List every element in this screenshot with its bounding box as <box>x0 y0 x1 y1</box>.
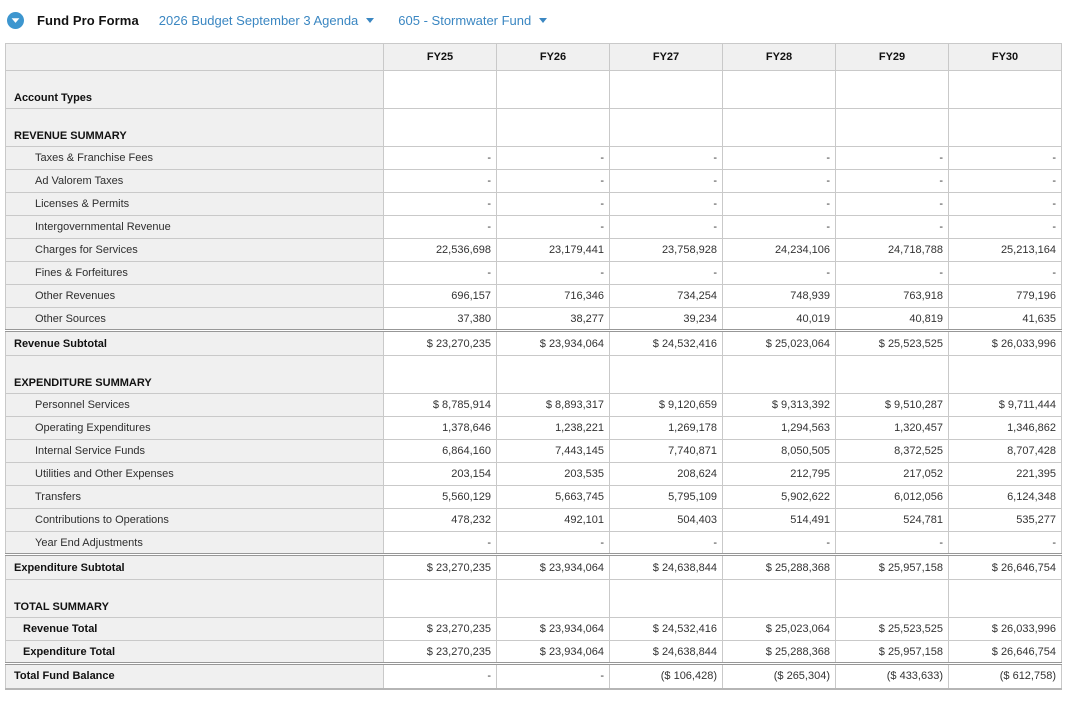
cell: 763,918 <box>836 285 949 308</box>
cell: $ 23,934,064 <box>497 641 610 664</box>
cell: - <box>836 262 949 285</box>
cell: $ 25,957,158 <box>836 555 949 580</box>
cell: - <box>723 147 836 170</box>
cell: $ 23,270,235 <box>384 555 497 580</box>
table-corner-cell <box>6 44 384 71</box>
cell: 39,234 <box>610 308 723 331</box>
cell <box>723 109 836 147</box>
budget-dropdown[interactable] <box>159 13 375 28</box>
cell: $ 23,934,064 <box>497 331 610 356</box>
cell: 208,624 <box>610 463 723 486</box>
budget-dropdown-label: 2026 Budget September 3 Agenda <box>158 12 359 28</box>
cell: $ 25,288,368 <box>723 641 836 664</box>
cell: - <box>836 170 949 193</box>
cell: $ 25,023,064 <box>723 331 836 356</box>
table-row <box>6 308 1062 331</box>
cell: 7,740,871 <box>610 440 723 463</box>
cell: - <box>384 147 497 170</box>
cell: 504,403 <box>610 509 723 532</box>
table-row <box>6 239 1062 262</box>
cell <box>384 71 497 109</box>
cell: $ 25,523,525 <box>836 331 949 356</box>
cell: ($ 612,758) <box>949 664 1062 689</box>
table-row <box>6 532 1062 555</box>
cell: - <box>497 664 610 689</box>
cell: $ 25,288,368 <box>723 555 836 580</box>
cell: $ 23,270,235 <box>384 641 497 664</box>
table-row <box>6 664 1062 689</box>
cell: 6,012,056 <box>836 486 949 509</box>
cell: 221,395 <box>949 463 1062 486</box>
cell: - <box>497 170 610 193</box>
cell: - <box>610 532 723 555</box>
cell: 1,378,646 <box>384 417 497 440</box>
column-header-fy25: FY25 <box>384 44 497 71</box>
page-title: Fund Pro Forma <box>37 12 139 28</box>
cell: - <box>384 664 497 689</box>
column-header-fy26: FY26 <box>497 44 610 71</box>
cell: - <box>610 262 723 285</box>
row-label: Contributions to Operations <box>6 509 384 532</box>
cell: 8,050,505 <box>723 440 836 463</box>
cell: $ 9,313,392 <box>723 394 836 417</box>
cell <box>384 356 497 394</box>
cell <box>384 109 497 147</box>
row-label: Utilities and Other Expenses <box>6 463 384 486</box>
cell <box>723 356 836 394</box>
pro-forma-table <box>5 43 1062 690</box>
cell: - <box>610 170 723 193</box>
cell: $ 8,893,317 <box>497 394 610 417</box>
row-label: Personnel Services <box>6 394 384 417</box>
cell: 478,232 <box>384 509 497 532</box>
cell: 748,939 <box>723 285 836 308</box>
cell: $ 24,532,416 <box>610 331 723 356</box>
cell: - <box>949 532 1062 555</box>
table-row <box>6 331 1062 356</box>
cell: - <box>610 193 723 216</box>
table-row <box>6 486 1062 509</box>
cell: $ 25,523,525 <box>836 618 949 641</box>
cell: - <box>384 193 497 216</box>
cell: - <box>949 262 1062 285</box>
table-row <box>6 555 1062 580</box>
cell <box>723 580 836 618</box>
cell: 5,902,622 <box>723 486 836 509</box>
row-label: Transfers <box>6 486 384 509</box>
cell: 212,795 <box>723 463 836 486</box>
cell <box>949 71 1062 109</box>
cell: 38,277 <box>497 308 610 331</box>
row-label: Other Revenues <box>6 285 384 308</box>
cell: - <box>497 147 610 170</box>
cell: 535,277 <box>949 509 1062 532</box>
cell: 734,254 <box>610 285 723 308</box>
row-label: Expenditure Subtotal <box>6 555 384 580</box>
cell <box>497 109 610 147</box>
caret-down-icon <box>366 18 374 23</box>
cell: 217,052 <box>836 463 949 486</box>
cell: - <box>384 532 497 555</box>
table-row <box>6 216 1062 239</box>
row-label: Account Types <box>6 71 384 109</box>
row-label: Revenue Total <box>6 618 384 641</box>
cell: 203,154 <box>384 463 497 486</box>
cell <box>949 580 1062 618</box>
row-label: Expenditure Total <box>6 641 384 664</box>
cell: - <box>949 147 1062 170</box>
cell: - <box>949 216 1062 239</box>
cell: 514,491 <box>723 509 836 532</box>
cell: - <box>723 262 836 285</box>
cell: - <box>723 193 836 216</box>
cell <box>836 71 949 109</box>
cell: 40,819 <box>836 308 949 331</box>
cell: 492,101 <box>497 509 610 532</box>
cell: 23,758,928 <box>610 239 723 262</box>
table-row <box>6 618 1062 641</box>
row-label: Ad Valorem Taxes <box>6 170 384 193</box>
table-row <box>6 356 1062 394</box>
cell: - <box>384 170 497 193</box>
cell: $ 23,270,235 <box>384 331 497 356</box>
cell <box>723 71 836 109</box>
cell: - <box>384 262 497 285</box>
table-row <box>6 394 1062 417</box>
cell: $ 24,638,844 <box>610 641 723 664</box>
table-row <box>6 440 1062 463</box>
cell <box>610 356 723 394</box>
column-header-fy27: FY27 <box>610 44 723 71</box>
cell <box>610 71 723 109</box>
row-label: Revenue Subtotal <box>6 331 384 356</box>
cell: 8,372,525 <box>836 440 949 463</box>
cell: 1,320,457 <box>836 417 949 440</box>
table-row <box>6 417 1062 440</box>
cell <box>836 356 949 394</box>
row-label: Fines & Forfeitures <box>6 262 384 285</box>
cell <box>497 580 610 618</box>
table-body <box>6 71 1062 689</box>
table-row <box>6 147 1062 170</box>
row-label: Charges for Services <box>6 239 384 262</box>
cell: ($ 106,428) <box>610 664 723 689</box>
cell: 6,864,160 <box>384 440 497 463</box>
cell: $ 9,510,287 <box>836 394 949 417</box>
cell: 22,536,698 <box>384 239 497 262</box>
cell: $ 24,532,416 <box>610 618 723 641</box>
cell: 24,718,788 <box>836 239 949 262</box>
table-row <box>6 71 1062 109</box>
cell: 696,157 <box>384 285 497 308</box>
cell: 5,560,129 <box>384 486 497 509</box>
table-row <box>6 193 1062 216</box>
cell <box>497 356 610 394</box>
column-header-fy29: FY29 <box>836 44 949 71</box>
cell: $ 9,711,444 <box>949 394 1062 417</box>
table-row <box>6 463 1062 486</box>
cell: $ 9,120,659 <box>610 394 723 417</box>
cell: $ 26,033,996 <box>949 618 1062 641</box>
cell: - <box>610 147 723 170</box>
cell: - <box>836 216 949 239</box>
cell: - <box>836 193 949 216</box>
cell: 25,213,164 <box>949 239 1062 262</box>
cell: - <box>836 532 949 555</box>
fund-dropdown-label: 605 - Stormwater Fund <box>398 12 532 28</box>
row-label: Taxes & Franchise Fees <box>6 147 384 170</box>
cell: ($ 433,633) <box>836 664 949 689</box>
cell: - <box>497 216 610 239</box>
row-label: Intergovernmental Revenue <box>6 216 384 239</box>
cell: ($ 265,304) <box>723 664 836 689</box>
cell: 8,707,428 <box>949 440 1062 463</box>
cell: 524,781 <box>836 509 949 532</box>
cell: 6,124,348 <box>949 486 1062 509</box>
cell: 1,294,563 <box>723 417 836 440</box>
row-label: Internal Service Funds <box>6 440 384 463</box>
cell: - <box>610 216 723 239</box>
cell: - <box>949 170 1062 193</box>
row-label: Other Sources <box>6 308 384 331</box>
cell: $ 25,023,064 <box>723 618 836 641</box>
cell: - <box>497 532 610 555</box>
cell: 779,196 <box>949 285 1062 308</box>
table-row <box>6 109 1062 147</box>
table-header-row <box>6 44 1062 71</box>
cell <box>497 71 610 109</box>
cell <box>836 109 949 147</box>
cell: 37,380 <box>384 308 497 331</box>
cell: - <box>723 532 836 555</box>
cell: $ 24,638,844 <box>610 555 723 580</box>
cell: 24,234,106 <box>723 239 836 262</box>
cell <box>949 356 1062 394</box>
cell <box>610 109 723 147</box>
cell: 23,179,441 <box>497 239 610 262</box>
cell: 1,238,221 <box>497 417 610 440</box>
fund-dropdown[interactable] <box>398 13 547 28</box>
cell: 5,795,109 <box>610 486 723 509</box>
cell <box>949 109 1062 147</box>
column-header-fy30: FY30 <box>949 44 1062 71</box>
cell: 1,346,862 <box>949 417 1062 440</box>
row-label: Licenses & Permits <box>6 193 384 216</box>
cell: 716,346 <box>497 285 610 308</box>
cell: $ 23,270,235 <box>384 618 497 641</box>
table-row <box>6 641 1062 664</box>
cell: - <box>497 262 610 285</box>
row-label: EXPENDITURE SUMMARY <box>6 356 384 394</box>
row-label: TOTAL SUMMARY <box>6 580 384 618</box>
table-row <box>6 285 1062 308</box>
cell: - <box>723 216 836 239</box>
cell: 1,269,178 <box>610 417 723 440</box>
cell: $ 25,957,158 <box>836 641 949 664</box>
cell: - <box>497 193 610 216</box>
cell <box>610 580 723 618</box>
cell <box>384 580 497 618</box>
cell: $ 23,934,064 <box>497 618 610 641</box>
cell: $ 26,033,996 <box>949 331 1062 356</box>
cell: 203,535 <box>497 463 610 486</box>
table-row <box>6 262 1062 285</box>
cell: - <box>384 216 497 239</box>
row-label: REVENUE SUMMARY <box>6 109 384 147</box>
cell: 41,635 <box>949 308 1062 331</box>
cell: $ 23,934,064 <box>497 555 610 580</box>
row-label: Total Fund Balance <box>6 664 384 689</box>
cell: 40,019 <box>723 308 836 331</box>
cell <box>836 580 949 618</box>
cell: $ 8,785,914 <box>384 394 497 417</box>
cell: - <box>723 170 836 193</box>
row-label: Year End Adjustments <box>6 532 384 555</box>
cell: - <box>836 147 949 170</box>
circle-chevron-down-icon[interactable] <box>7 12 24 29</box>
cell: $ 26,646,754 <box>949 641 1062 664</box>
cell: - <box>949 193 1062 216</box>
table-row <box>6 580 1062 618</box>
toolbar <box>0 0 1066 40</box>
cell: 7,443,145 <box>497 440 610 463</box>
table-row <box>6 509 1062 532</box>
cell: $ 26,646,754 <box>949 555 1062 580</box>
column-header-fy28: FY28 <box>723 44 836 71</box>
caret-down-icon <box>539 18 547 23</box>
cell: 5,663,745 <box>497 486 610 509</box>
table-row <box>6 170 1062 193</box>
row-label: Operating Expenditures <box>6 417 384 440</box>
